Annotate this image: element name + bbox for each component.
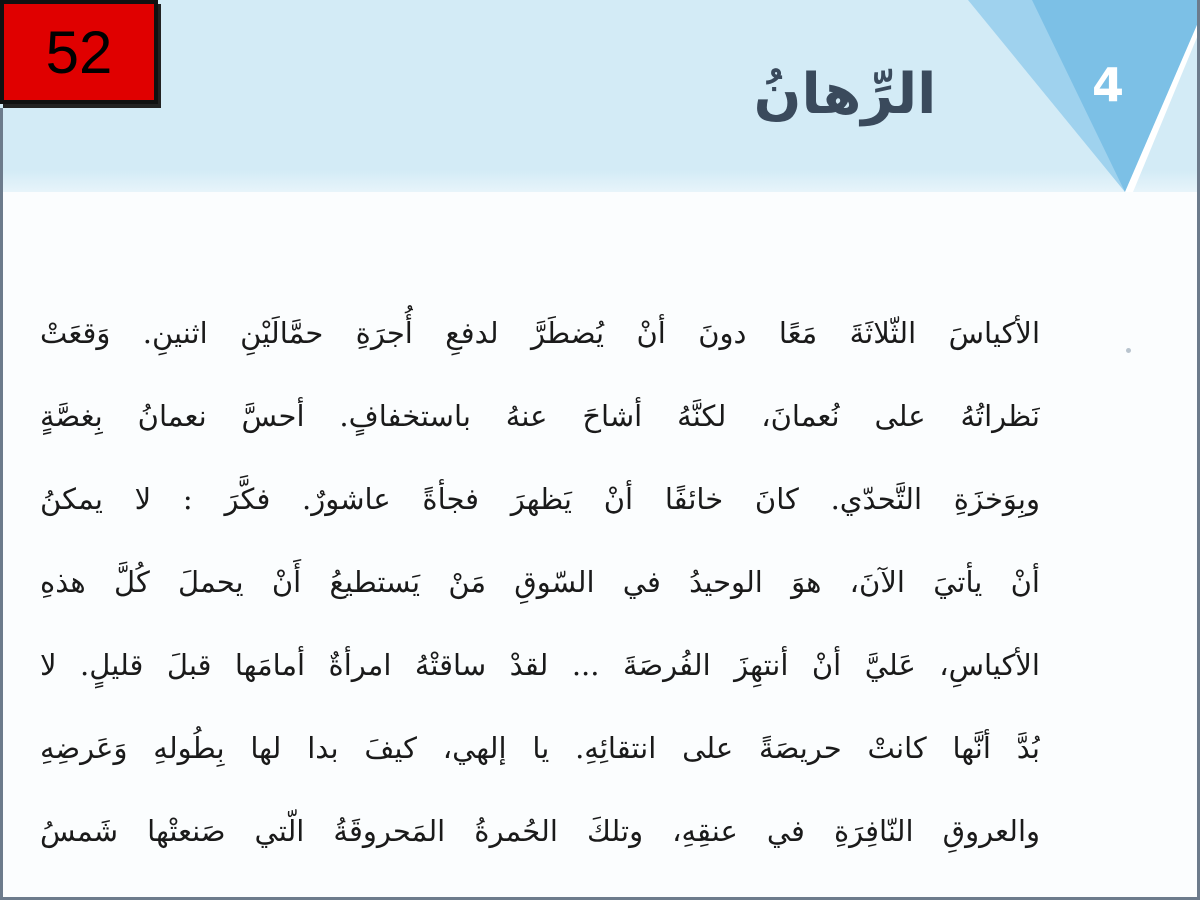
text-line: وبِوَخزَةِ التَّحدّي. كانَ خائفًا أنْ يَظهرَ فجأةً عاشورٌ. فكَّرَ : لا يمكنُ [40,482,1040,516]
text-line: نَظراتُهُ على نُعمانَ، لكنَّهُ أشاحَ عنهُ باستخفافٍ. أحسَّ نعمانُ بِغصَّةٍ [40,399,1040,433]
paper-speck [1126,348,1131,353]
text-line: أنْ يأتيَ الآنَ، هوَ الوحيدُ في السّوقِ مَنْ يَستطيعُ أَنْ يحملَ كُلَّ هذهِ [40,565,1040,599]
story-body-text [40,292,1040,873]
chapter-number: 4 [1091,58,1124,112]
text-line: والعروقِ النّافِرَةِ في عنقِهِ، وتلكَ الحُمرةُ المَحروقَةُ الّتي صَنعتْها شَمسُ [40,814,1040,848]
chapter-title: الرِّهانُ [753,62,937,127]
text-line: الأكياسِ، عَليَّ أنْ أنتهِزَ الفُرصَةَ ... لقدْ ساقتْهُ امرأةٌ أمامَها قبلَ قليلٍ. لا [40,648,1040,682]
page-border-left [0,108,3,900]
page-number: 52 [45,19,113,86]
page-number-badge [0,0,158,104]
text-line: بُدَّ أنَّها كانتْ حريصَةً على انتقائِهِ. يا إلهي، كيفَ بدا لها بِطُولهِ وَعَرضِهِ [40,731,1040,765]
text-line: الأكياسَ الثّلاثَةَ مَعًا دونَ أنْ يُضطَرَّ لدفعِ أُجرَةِ حمَّالَيْنِ اثنينِ. وَقعَتْ [40,316,1040,350]
chapter-triangle-shape [0,0,1200,200]
